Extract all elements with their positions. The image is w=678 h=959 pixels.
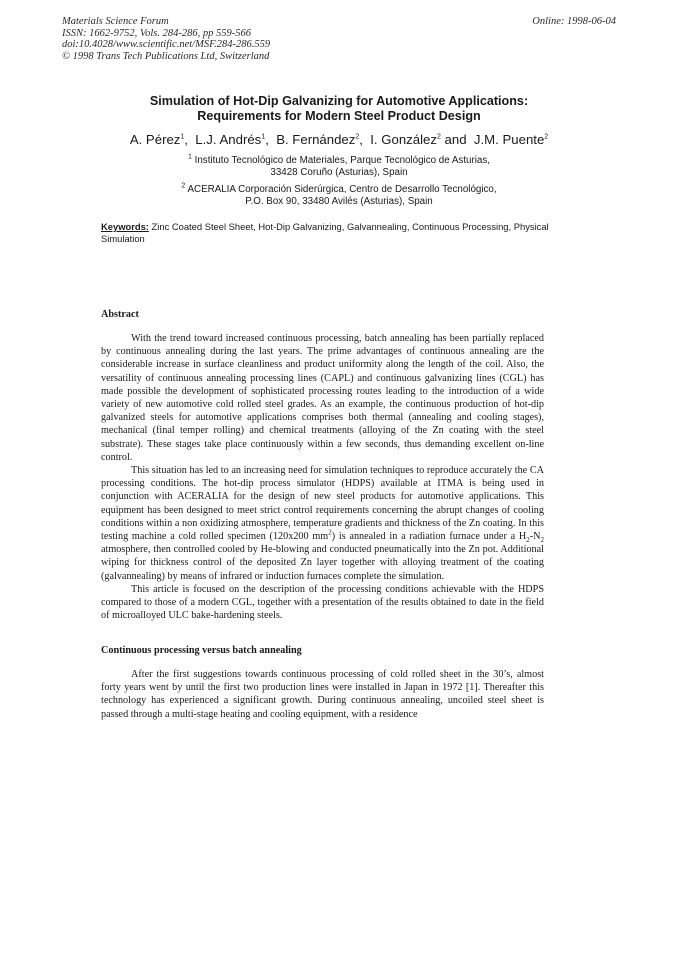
section-body [101,668,544,721]
author-name: J.M. Puente [473,132,545,147]
keywords-text: Zinc Coated Steel Sheet, Hot-Dip Galvanizing, Galvannealing, Continuous Processing, Physical Simulation [101,221,549,244]
abstract-heading: Abstract [101,309,139,320]
author-name: L.J. Andrés [195,132,262,147]
journal-name: Materials Science Forum [62,16,169,27]
author-affiliation-mark: 2 [544,133,549,141]
abstract-body [101,332,544,622]
title-line-2: Requirements for Modern Steel Product Design [197,109,481,123]
affiliation-line: ACERALIA Corporación Siderúrgica, Centro de Desarrollo Tecnológico, [187,184,497,195]
abstract-paragraph-1: With the trend toward increased continuous processing, batch annealing has been partially replaced by continuous annealing during the last years. The prime advantages of continuous annealing are the considerable increase in surface cleanliness and product uniformity along the length of the coil. Also, the versatility of continuous annealing processing lines (CAPL) and continuous galvanizing lines (CGL) has made possible the development of sophisticated processing routes leading to the introduction of a wide variety of new automotive cold rolled steel grades. As an example, the continuous production of hot-dip galvanized steels for automotive applications comprises both thermal (annealing and cooling stages), mechanical (final temper rolling) and chemical treatments (alloying of the Zn coating with the steel substrate). These stages take place continuously within a few seconds, thus demanding excellent on-line control. [101,333,544,463]
author-affiliation-mark: 1 [261,133,266,141]
author-affiliation-mark: 2 [355,133,360,141]
author-name: I. González [370,132,437,147]
author-separator: , [359,132,367,147]
section-heading: Continuous processing versus batch annealing [101,645,302,656]
affiliation-number: 1 [188,153,192,161]
author-affiliation-mark: 2 [436,133,441,141]
copyright-line: © 1998 Trans Tech Publications Ltd, Switzerland [62,50,270,62]
section-paragraph-1: After the first suggestions towards continuous processing of cold rolled sheet in the 30’s, almost forty years went by until the first two production lines were installed in Japan in 1972 [1]. Thereafter this technology has experienced a significant growth. During continuous annealing, uncoiled steel sheet is passed through a multi-stage heating and cooling equipment, with a residence [101,669,544,720]
author-name: A. Pérez [129,132,181,147]
affiliation-line: 33428 Coruño (Asturias), Spain [270,167,408,178]
affiliation-line: Instituto Tecnológico de Materiales, Parque Tecnológico de Asturias, [194,155,490,166]
author-separator: , [265,132,273,147]
keywords-label: Keywords: [101,221,149,232]
affiliation-line: P.O. Box 90, 33480 Avilés (Asturias), Spain [245,196,433,207]
affiliation-1 [80,155,598,179]
author-affiliation-mark: 1 [180,133,185,141]
author-name: B. Fernández [276,132,356,147]
affiliation-number: 2 [181,182,186,190]
doi-line[interactable]: doi:10.4028/www.scientific.net/MSF.284-286.559 [62,39,271,50]
author-list [80,132,598,147]
keywords [101,221,561,244]
author-separator: , [184,132,192,147]
affiliation-2 [80,184,598,208]
abstract-paragraph-3: This article is focused on the description of the processing conditions achievable with the HDPS compared to those of a modern CGL, together with a presentation of the results obtained to date in the field of microalloyed ULC bake-hardening steels. [101,583,544,622]
issn-line: ISSN: 1662-9752, Vols. 284-286, pp 559-566 [62,27,251,39]
online-date: Online: 1998-06-04 [532,16,616,27]
paper-title [80,94,598,124]
author-separator: and [440,132,471,147]
abstract-paragraph-2: This situation has led to an increasing need for simulation techniques to reproduce accurately the CA processing conditions. The hot-dip process simulator (HDPS) available at ITMA is being used in conjunction with ACERALIA for the design of new steel products for automotive applications. This equipment has been designed to meet strict control requirements concerning the abrupt changes of cooling conditions within a non oxidizing atmosphere, temperature gradients and thickness of the Zn coating. In this testing machine a cold rolled specimen (120x200 $mm^2$) is annealed in a radiation furnace under a $H_2-N_2$ atmosphere, then controlled cooled by He-blowing and conducted pneumatically into the Zn pot. Additional wiping for thickness control of the deposited Zn layer together with alloying treatment of the coating (galvannealing) by means of infrared or induction furnaces complete the simulation. [101,465,544,582]
publication-info [62,16,270,62]
title-line-1: Simulation of Hot-Dip Galvanizing for Automotive Applications: [149,94,529,108]
